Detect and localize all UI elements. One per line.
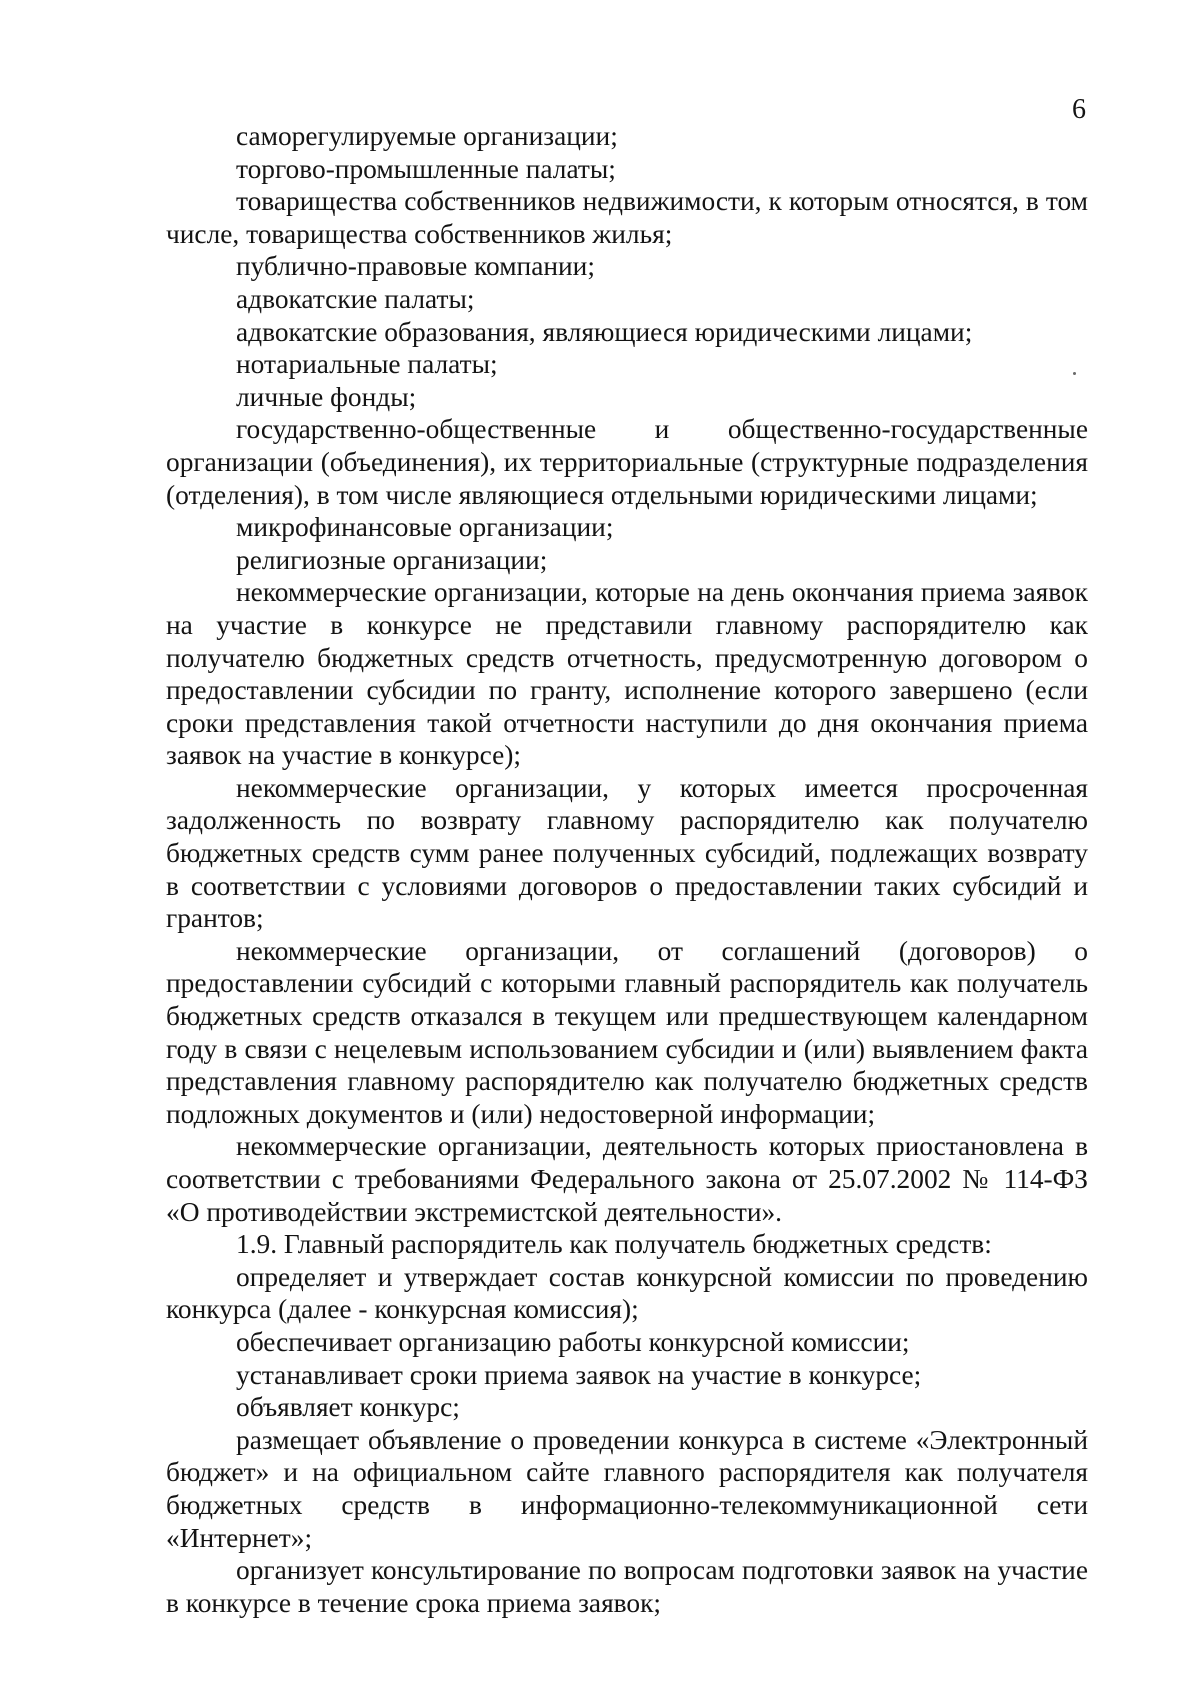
page-number: 6	[1072, 94, 1086, 125]
paragraph: саморегулируемые организации;	[236, 121, 618, 151]
paragraph: государственно-общественные и общественно-государственные организации (объединения), их территориальные (структурные подразделения (отделения), в том числе являющиеся отдельными юридическими лицами;	[166, 414, 1088, 510]
paragraph: адвокатские образования, являющиеся юридическими лицами;	[236, 316, 973, 347]
paragraph: публично-правовые компании;	[236, 251, 595, 282]
paragraph: обеспечивает организацию работы конкурсной комиссии;	[236, 1326, 910, 1357]
paragraph: организует консультирование по вопросам подготовки заявок на участие в конкурсе в течение срока приема заявок;	[166, 1555, 1088, 1618]
paragraph: микрофинансовые организации;	[236, 512, 614, 543]
paragraph: 1.9. Главный распорядитель как получатель бюджетных средств:	[236, 1229, 992, 1260]
paragraph: религиозные организации;	[236, 544, 548, 575]
paragraph: адвокатские палаты;	[236, 283, 475, 314]
paragraph: торгово-промышленные палаты;	[236, 153, 616, 184]
paragraph: некоммерческие организации, у которых имеется просроченная задолженность по возврату главному распорядителю как получателю бюджетных средств сумм ранее полученных субсидий, подлежащих возврату в соответствии с условиями договоров о предоставлении таких субсидий и грантов;	[166, 772, 1088, 934]
paragraph: объявляет конкурс;	[236, 1392, 460, 1423]
paragraph: некоммерческие организации, от соглашений (договоров) о предоставлении субсидий с которыми главный распорядитель как получатель бюджетных средств отказался в текущем или предшествующем календарном году в связи с нецелевым использованием субсидии и (или) выявлением факта представления главному распорядителю как получателю бюджетных средств подложных документов и (или) недостоверной информации;	[166, 935, 1088, 1129]
paragraph: некоммерческие организации, которые на день окончания приема заявок на участие в конкурсе не представили главному распорядителю как получателю бюджетных средств отчетность, предусмотренную договором о предоставлении субсидии по гранту, исполнение которого завершено (если сроки представления такой отчетности наступили до дня окончания приема заявок на участие в конкурсе);	[166, 577, 1088, 771]
paragraph: устанавливает сроки приема заявок на участие в конкурсе;	[236, 1359, 922, 1390]
paragraph: личные фонды;	[236, 381, 417, 412]
paragraph: размещает объявление о проведении конкурса в системе «Электронный бюджет» и на официальном сайте главного распорядителя как получателя бюджетных средств в информационно-телекоммуникационной сети «Интернет»;	[166, 1424, 1088, 1553]
paragraph: нотариальные палаты;	[236, 349, 498, 380]
document-body	[166, 120, 1088, 1619]
paragraph: товарищества собственников недвижимости, к которым относятся, в том числе, товарищества собственников жилья;	[166, 186, 1088, 249]
paragraph: определяет и утверждает состав конкурсной комиссии по проведению конкурса (далее - конкурсная комиссия);	[166, 1261, 1088, 1325]
paragraph: некоммерческие организации, деятельность которых приостановлена в соответствии с требованиями Федерального закона от 25.07.2002 № 114-ФЗ «О противодействии экстремистской деятельности».	[166, 1131, 1088, 1227]
